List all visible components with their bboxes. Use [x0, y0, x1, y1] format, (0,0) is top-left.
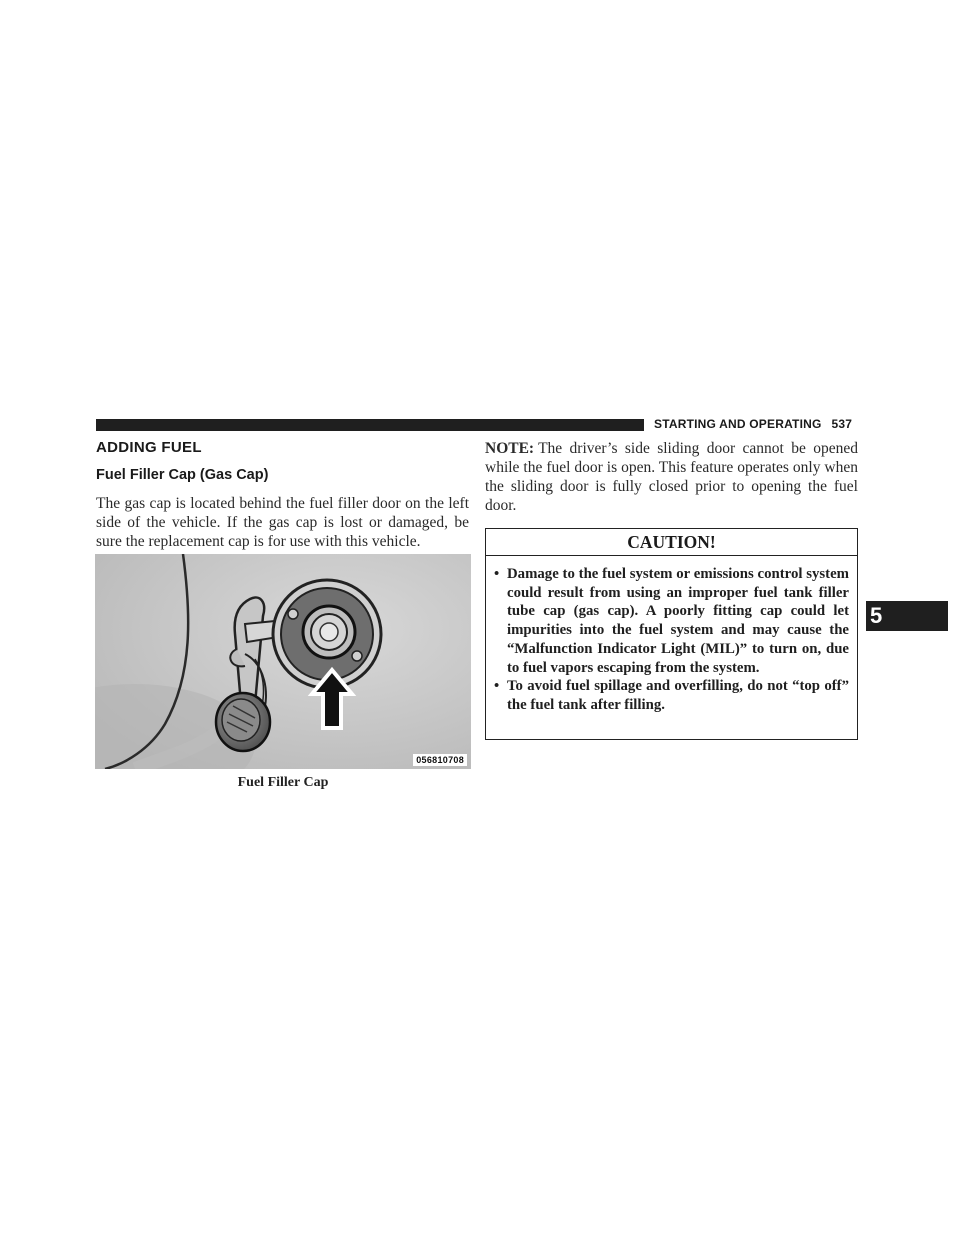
note-paragraph [485, 439, 858, 515]
fuel-filler-cap-illustration [95, 554, 471, 769]
note-text: The driver’s side sliding door cannot be opened while the fuel door is open. This feature operates only when the sliding door is fully closed prior to opening the fuel door. [485, 440, 858, 514]
header-rule [96, 419, 644, 431]
figure-caption: Fuel Filler Cap [237, 775, 329, 790]
caution-item [494, 565, 849, 677]
bullet-icon: • [494, 566, 500, 582]
page-number: 537 [831, 417, 853, 431]
figure-code: 056810708 [413, 754, 467, 766]
bullet-icon: • [494, 678, 500, 695]
caution-title: CAUTION! [486, 529, 857, 556]
section-heading: ADDING FUEL [96, 439, 202, 456]
caution-item-text: Damage to the fuel system or emissions control system could result from using an improper fuel tank filler tube cap (gas cap). A poorly fitting cap could let impurities into the fuel system and may cause the “Malfunction Indicator Light (MIL)” to turn on, due to fuel vapors escaping from the system. [507, 566, 849, 676]
running-header [654, 417, 852, 431]
caution-item-text: To avoid fuel spillage and overfilling, do not “top off” the fuel tank after filling. [507, 678, 849, 713]
subsection-heading: Fuel Filler Cap (Gas Cap) [96, 467, 269, 483]
intro-paragraph: The gas cap is located behind the fuel filler door on the left side of the vehicle. If the gas cap is lost or damaged, be sure the replacement cap is for use with this vehicle. [96, 495, 469, 550]
note-label: NOTE: [485, 440, 535, 457]
caution-box [485, 528, 858, 740]
caution-item [494, 677, 849, 714]
caution-list [486, 556, 857, 715]
fuel-door-drawing [95, 554, 471, 769]
chapter-tab: 5 [866, 601, 948, 631]
header-section-title: STARTING AND OPERATING [654, 417, 822, 431]
